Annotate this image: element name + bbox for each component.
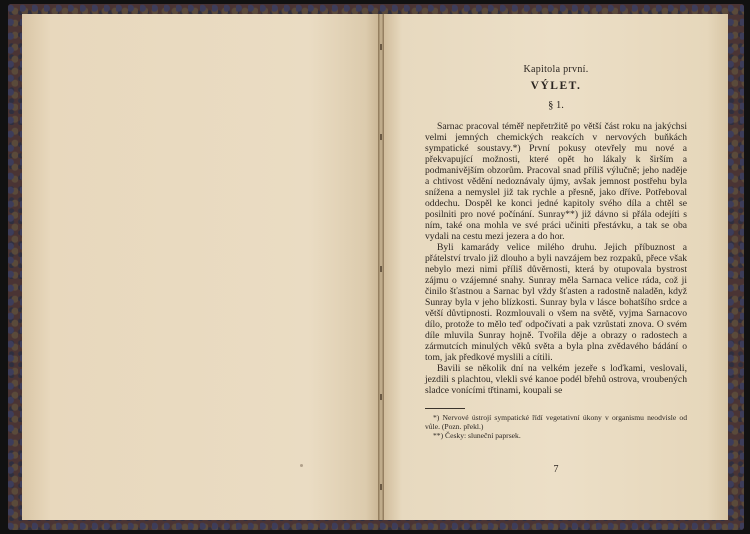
page-number: 7 <box>553 464 559 475</box>
paragraph: Byli kamarády velice milého druhu. Jejich příbuznost a přátelství trvalo již dlouho a byli navzájem bez rozpaků, přece však nebylo mezi nimi příliš důvěrnosti, která by otupovala bystrost zájmu o vzájemné snahy. Sunray měla Sarnaca velice ráda, což ji činilo šťastnou a Sarnac byl vždy šťasten a radostně naladěn, když Sunray byla v jeho blízkosti. Sunray byla v lásce bohatšího srdce a větší důvtipnosti. Rozmlouvali o všem na světě, vyjma Sarnacovo dílo, protože to mělo teď odpočívati a pak vzrůstati znova. O svém díle mluvila Sunray hojně. Tvořila děje a obrazy o radostech a zármutcích minulých věků světa a byla plna zvědavého bádání o tom, jak předkové myslili a cítili. <box>425 242 687 363</box>
chapter-heading: Kapitola první. <box>523 64 589 75</box>
left-page-blank <box>22 14 381 520</box>
binding-stitch <box>380 134 382 140</box>
paper-spot <box>300 464 303 467</box>
chapter-title: VÝLET. <box>530 80 582 92</box>
binding-stitch <box>380 266 382 272</box>
footnote: *) Nervové ústrojí sympatické řídí vegetativní úkony v organismu neodvisle od vůle. (Pozn. překl.) <box>425 413 687 431</box>
binding-stitch <box>380 484 382 490</box>
binding-stitch <box>380 44 382 50</box>
footnote: **) Česky: sluneční paprsek. <box>433 431 521 440</box>
paragraph: Sarnac pracoval téměř nepřetržitě po větší část roku na jakýchsi velmi jemných chemických reakcích v nervových buňkách sympatické soustavy.*) První pokusy otevřely mu nové a překvapující možnosti, které opět ho lákaly k širším a podmanivějším obzorům. Pracoval snad příliš výlučně; jeho naděje a chtivost vědění nedoznávaly újmy, avšak jemnost postřehu byla snížena a nemyslel již tak rychle a přesně, jako dříve. Potřeboval oddechu. Dospěl ke konci jedné kapitoly svého díla a chtěl se posilniti pro nové počínání. Sunray**) již dávno si přála odejíti s ním, také ona mohla ve své práci učiniti přestávku, a tak se oba vydali na cestu mezi jezera a do hor. <box>425 121 687 242</box>
open-book <box>8 4 744 530</box>
section-mark: § 1. <box>548 100 564 111</box>
paragraph: Bavili se několik dní na velkém jezeře s loďkami, veslovali, jezdili s plachtou, vlekli své kanoe podél břehů ostrova, vroubených sladce vonícími třtinami, koupali se <box>425 363 687 396</box>
page-text <box>425 64 687 475</box>
right-page <box>381 14 728 520</box>
binding-stitch <box>380 394 382 400</box>
footnote-rule <box>425 408 465 409</box>
